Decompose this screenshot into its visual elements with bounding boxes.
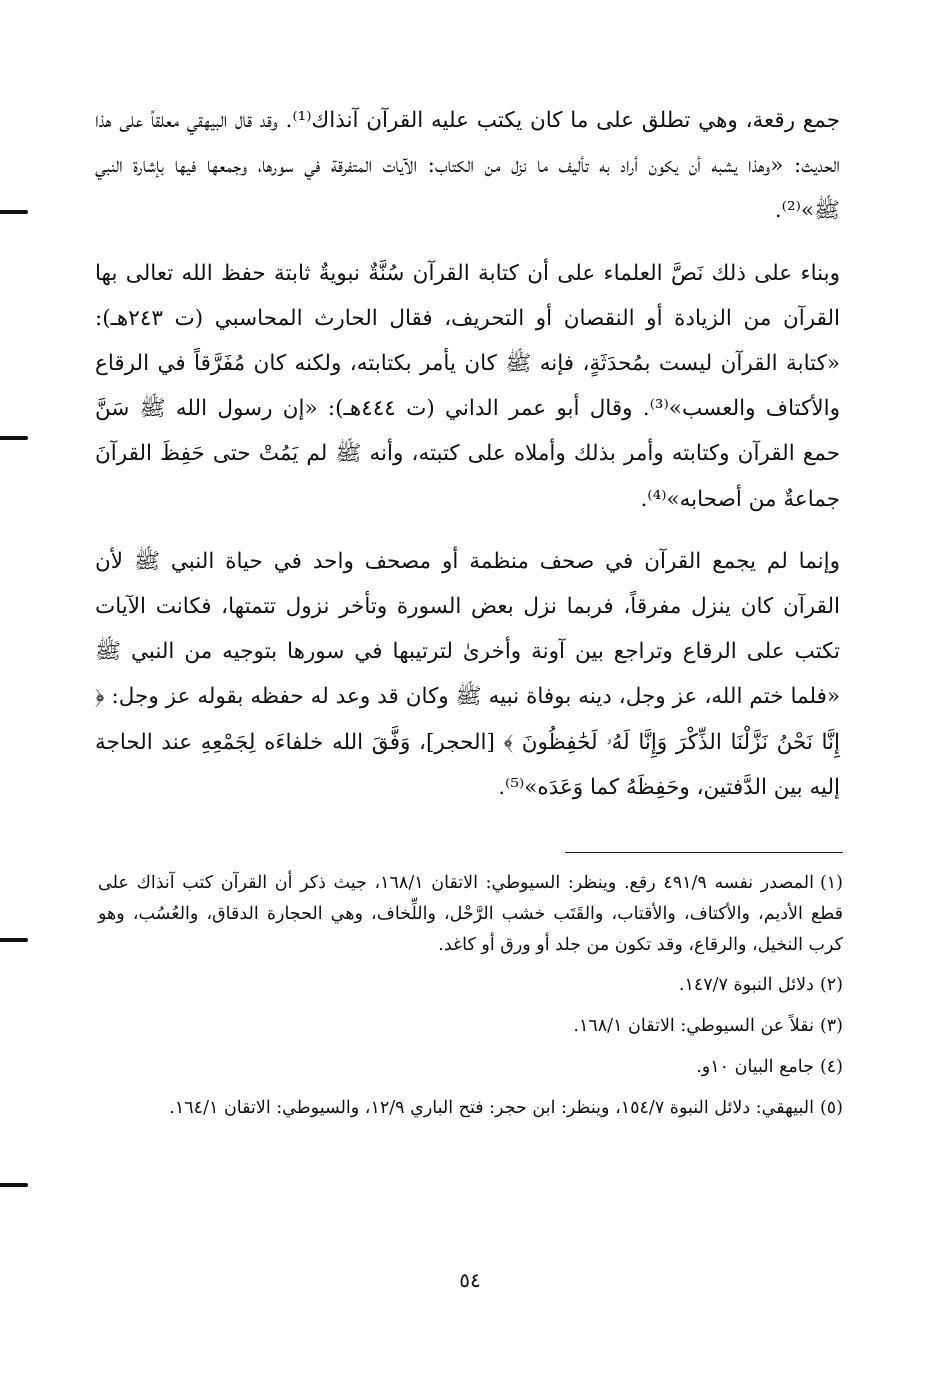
footnote-divider (565, 852, 843, 853)
paragraph-2: وبناء على ذلك نَصَّ العلماء على أن كتابة القرآن سُنَّةٌ نبويةٌ ثابتة حفظ الله تعالى بها القرآن من الزيادة أو النقصان أو التحريف، فقال الحارث المحاسبي (ت ٢٤٣هـ): «كتابة القرآن ليست بمُحدَثَةٍ، فإنه ﷺ كان يأمر بكتابته، ولكنه كان مُفَرَّقاً في الرقاع والأكتاف والعسب»⁽³⁾. وقال أبو عمر الداني (ت ٤٤٤هـ): «إن رسول الله ﷺ سَنَّ حمع القرآن وكتابته وأمر بذلك وأملاه على كتبته، وأنه ﷺ لم يَمُتْ حتى حَفِظَ القرآنَ جماعةٌ من أصحابه»⁽⁴⁾. (95, 260, 840, 512)
footnotes (98, 868, 843, 1134)
paragraph-3: وإنما لم يجمع القرآن في صحف منظمة أو مصحف واحد في حياة النبي ﷺ لأن القرآن كان ينزل مفرقاً، فربما نزل بعض السورة وتأخر نزول تتمتها، فكانت الآيات تكتب على الرقاع وتراجع بين آونة وأخرىٰ لترتيبها في سورها بتوجيه من النبي ﷺ «فلما ختم الله، عز وجل، دينه بوفاة نبيه ﷺ وكان قد وعد له حفظه بقوله عز وجل: ﴿ إِنَّا نَحْنُ نَزَّلْنَا الذِّكْرَ وَإِنَّا لَهُۥ لَحَٰفِظُونَ ﴾ [الحجر]، وَفَّقَ الله خلفاءَه لِجَمْعِهِ عند الحاجة إليه بين الدَّفتين، وحَفِظَهُ كما وَعَدَه»⁽⁵⁾. (95, 548, 840, 800)
scan-edge-mark (0, 436, 28, 440)
footnote-1: (١)المصدر نفسه ٤٩١/٩ رقع. وينظر: السيوطي: الاتقان ١٦٨/١، جيث ذكر أن القرآن كتب آنذاك على قطع الأديم، والأكتاف، والأقتاب، والقَتَب خشب الرَّحْل، واللِّخاف، وهي الحجارة الدقاق، والعُسُب، وهو كرب النخيل، والرقاع، وقد تكون من جلد أو ورق أو كاغد. (98, 873, 843, 955)
footnote-4: (٤)جامع البيان ١٠و. (696, 1056, 843, 1077)
footnote-3: (٣)نقلاً عن السيوطي: الاتقان ١٦٨/١. (573, 1016, 843, 1037)
scan-edge-mark (0, 938, 28, 942)
main-text (95, 98, 840, 827)
scan-edge-mark (0, 1183, 28, 1187)
scan-edge-mark (0, 210, 28, 214)
footnote-2: (٢)دلائل النبوة ١٤٧/٧. (678, 975, 843, 996)
footnote-5: (٥)البيهقي: دلائل النبوة ١٥٤/٧، وينظر: ابن حجر: فتح الباري ١٢/٩، والسيوطي: الاتقان ١٦٤/١. (169, 1097, 843, 1118)
paragraph-1: جمع رقعة، وهي تطلق على ما كان يكتب عليه القرآن آنذاك⁽¹⁾. وقد قال البيهقي معلقاً على هذا الحديث: «وهذا يشبه أن يكون أراد به تأليف ما نزل من الكتاب: الآيات المتفرقة في سورها، وجمعها فيها بإشارة النبي ﷺ»⁽²⁾. (95, 108, 840, 224)
page-number: ٥٤ (459, 1268, 481, 1292)
